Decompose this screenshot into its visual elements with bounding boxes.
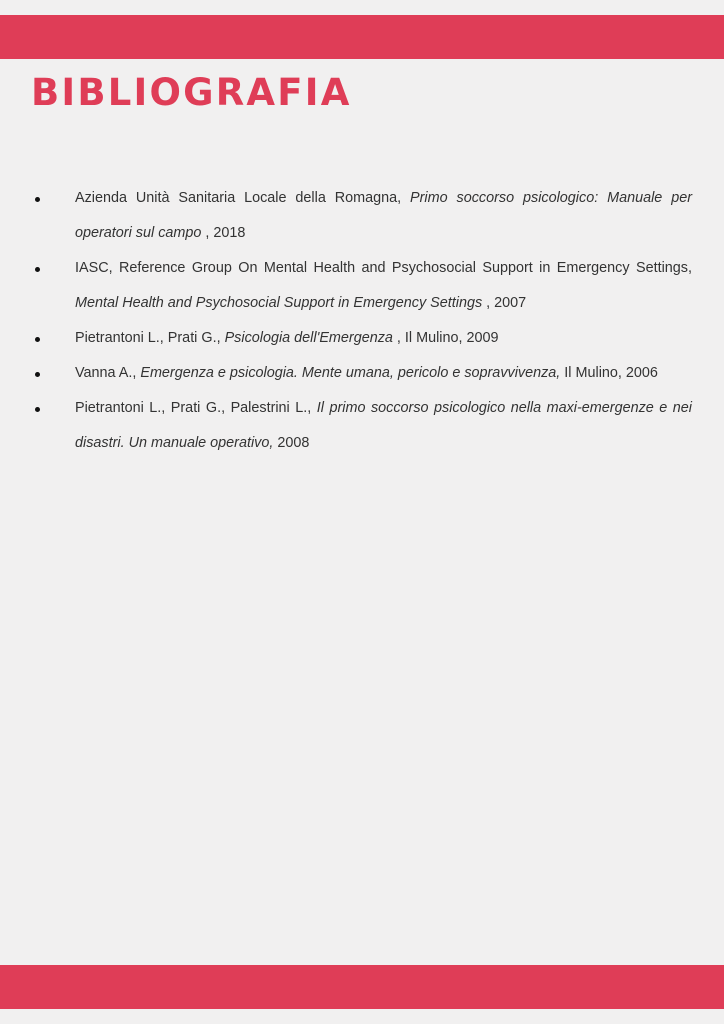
- entry-title: Il primo soccorso psicologico nella maxi-emergenze e nei disastri. Un manuale operativo,: [75, 400, 692, 451]
- header-band: [0, 15, 724, 59]
- list-item: [75, 321, 692, 356]
- bibliography-list: [75, 181, 692, 461]
- entry-title: Primo soccorso psicologico: Manuale per operatori sul campo: [75, 190, 692, 241]
- bullet-icon: [35, 372, 40, 377]
- entry-authors: IASC, Reference Group On Mental Health and Psychosocial Support in Emergency Settings,: [75, 260, 692, 276]
- entry-details: , Il Mulino, 2009: [392, 330, 499, 346]
- entry-authors: Azienda Unità Sanitaria Locale della Romagna,: [75, 190, 411, 206]
- entry-authors: Pietrantoni L., Prati G., Palestrini L.,: [75, 400, 317, 416]
- entry-details: Il Mulino, 2006: [560, 365, 658, 381]
- entry-details: , 2018: [201, 225, 246, 241]
- bullet-icon: [35, 197, 40, 202]
- entry-authors: Vanna A.,: [75, 365, 141, 381]
- bullet-icon: [35, 337, 40, 342]
- list-item: [75, 356, 692, 391]
- bullet-icon: [35, 407, 40, 412]
- list-item: [75, 391, 692, 461]
- list-item: [75, 251, 692, 321]
- list-item: [75, 181, 692, 251]
- footer-band: [0, 965, 724, 1009]
- entry-title: Emergenza e psicologia. Mente umana, pericolo e sopravvivenza,: [140, 365, 561, 381]
- entry-title: Mental Health and Psychosocial Support in Emergency Settings: [75, 295, 483, 311]
- entry-details: , 2007: [482, 295, 527, 311]
- page-title: BIBLIOGRAFIA: [31, 71, 352, 114]
- entry-authors: Pietrantoni L., Prati G.,: [75, 330, 225, 346]
- bullet-icon: [35, 267, 40, 272]
- entry-title: Psicologia dell'Emergenza: [224, 330, 393, 346]
- entry-details: 2008: [273, 435, 310, 451]
